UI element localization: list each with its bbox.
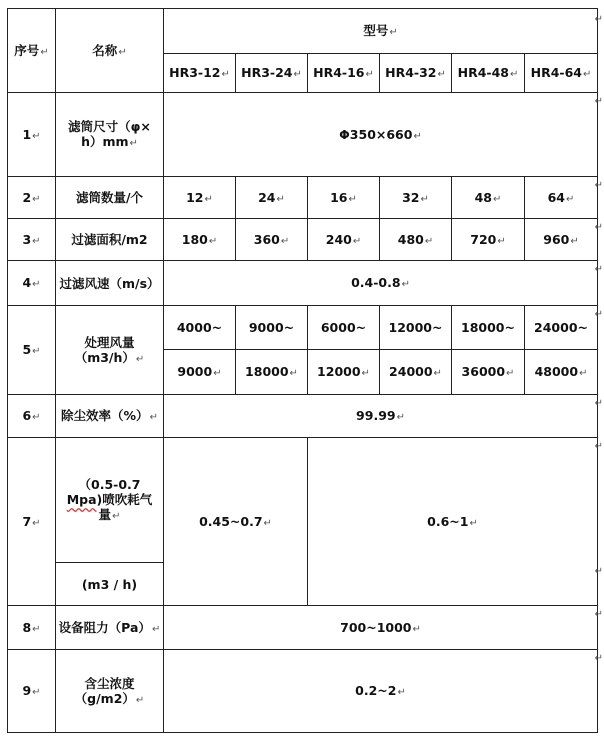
value-cell: 0.2~2↵ bbox=[164, 650, 598, 733]
row-end-mark: ↵ bbox=[594, 398, 603, 409]
seq-cell: 2↵ bbox=[8, 177, 56, 219]
range-high-cell: 36000↵ bbox=[452, 350, 525, 395]
value-cell: 180↵ bbox=[164, 219, 236, 261]
value-cell: 99.99↵ bbox=[164, 395, 598, 438]
value-cell: 48↵ bbox=[452, 177, 525, 219]
spec-table bbox=[7, 8, 598, 733]
model-cell: HR4-32↵ bbox=[380, 54, 452, 93]
seq-cell: 3↵ bbox=[8, 219, 56, 261]
range-high-cell: 9000↵ bbox=[164, 350, 236, 395]
row-end-mark: ↵ bbox=[594, 222, 603, 233]
value-cell: 64↵ bbox=[525, 177, 598, 219]
seq-cell: 9↵ bbox=[8, 650, 56, 733]
range-high-cell: 24000↵ bbox=[380, 350, 452, 395]
range-low-cell: 6000~ bbox=[308, 306, 380, 350]
range-low-cell: 12000~ bbox=[380, 306, 452, 350]
model-cell: HR4-64↵ bbox=[525, 54, 598, 93]
name-cell: 设备阻力（Pa）↵ bbox=[56, 606, 164, 650]
value-cell: 12↵ bbox=[164, 177, 236, 219]
value-cell: 360↵ bbox=[236, 219, 308, 261]
value-cell: 700~1000↵ bbox=[164, 606, 598, 650]
range-low-cell: 9000~ bbox=[236, 306, 308, 350]
model-cell: HR4-16↵ bbox=[308, 54, 380, 93]
row-end-mark: ↵ bbox=[594, 96, 603, 107]
seq-cell: 8↵ bbox=[8, 606, 56, 650]
name-cell: 滤筒数量/个 bbox=[56, 177, 164, 219]
header-model: 型号↵ bbox=[164, 9, 598, 54]
model-cell: HR4-48↵ bbox=[452, 54, 525, 93]
range-low-cell: 4000~ bbox=[164, 306, 236, 350]
model-cell: HR3-24↵ bbox=[236, 54, 308, 93]
header-name: 名称↵ bbox=[56, 9, 164, 93]
name-cell: 含尘浓度 （g/m2）↵ bbox=[56, 650, 164, 733]
value-cell: 0.4-0.8↵ bbox=[164, 261, 598, 306]
row-end-mark: ↵ bbox=[594, 566, 603, 577]
value-cell: 16↵ bbox=[308, 177, 380, 219]
range-high-cell: 12000↵ bbox=[308, 350, 380, 395]
name-cell: 处理风量 （m3/h）↵ bbox=[56, 306, 164, 395]
name-cell: 除尘效率（%）↵ bbox=[56, 395, 164, 438]
seq-cell: 4↵ bbox=[8, 261, 56, 306]
seq-cell: 7↵ bbox=[8, 438, 56, 606]
value-cell: Φ350×660↵ bbox=[164, 93, 598, 177]
value-cell: 720↵ bbox=[452, 219, 525, 261]
unit-cell: (m3 / h) bbox=[56, 563, 164, 606]
value-cell: 240↵ bbox=[308, 219, 380, 261]
value-cell: 0.45~0.7↵ bbox=[164, 438, 308, 606]
name-cell: 过滤面积/m2 bbox=[56, 219, 164, 261]
row-end-mark: ↵ bbox=[594, 14, 603, 25]
range-high-cell: 48000↵ bbox=[525, 350, 598, 395]
value-cell: 480↵ bbox=[380, 219, 452, 261]
seq-cell: 1↵ bbox=[8, 93, 56, 177]
value-cell: 24↵ bbox=[236, 177, 308, 219]
name-cell: 滤筒尺寸（φ× h）mm↵ bbox=[56, 93, 164, 177]
range-low-cell: 18000~ bbox=[452, 306, 525, 350]
row-end-mark: ↵ bbox=[594, 653, 603, 664]
value-cell: 0.6~1↵ bbox=[308, 438, 598, 606]
name-cell: （0.5-0.7 Mpa)喷吹耗气 量↵ bbox=[56, 438, 164, 563]
name-cell: 过滤风速（m/s） bbox=[56, 261, 164, 306]
header-seq: 序号↵ bbox=[8, 9, 56, 93]
row-end-mark: ↵ bbox=[594, 180, 603, 191]
row-end-mark: ↵ bbox=[594, 441, 603, 452]
seq-cell: 6↵ bbox=[8, 395, 56, 438]
value-cell: 32↵ bbox=[380, 177, 452, 219]
model-cell: HR3-12↵ bbox=[164, 54, 236, 93]
row-end-mark: ↵ bbox=[594, 264, 603, 275]
seq-cell: 5↵ bbox=[8, 306, 56, 395]
row-end-mark: ↵ bbox=[594, 609, 603, 620]
value-cell: 960↵ bbox=[525, 219, 598, 261]
range-low-cell: 24000~ bbox=[525, 306, 598, 350]
range-high-cell: 18000↵ bbox=[236, 350, 308, 395]
row-end-mark: ↵ bbox=[594, 309, 603, 320]
